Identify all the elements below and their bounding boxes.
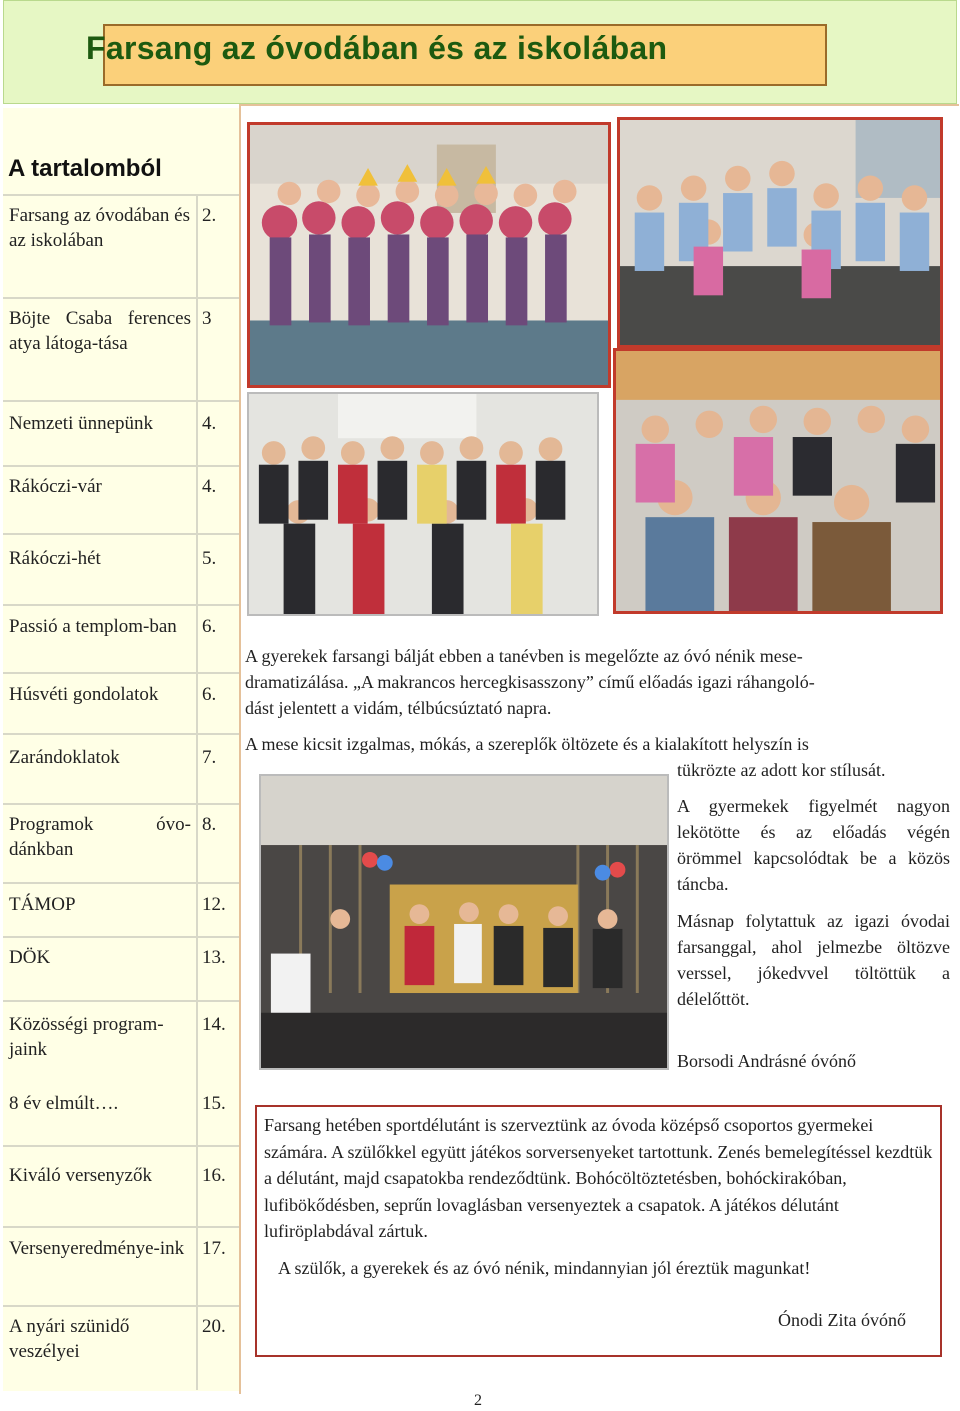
toc-divider xyxy=(3,1305,241,1307)
article-intro-line: dramatizálása. „A makrancos hercegkisasszony” című előadás igazi ráhangoló- xyxy=(245,672,815,692)
toc-item-title[interactable]: 8 év elmúlt…. xyxy=(9,1093,119,1114)
toc-item-title[interactable]: Húsvéti gondolatok xyxy=(9,684,159,705)
toc-divider xyxy=(3,194,241,196)
toc-heading: A tartalomból xyxy=(8,155,162,182)
toc-item-title[interactable]: Kiváló versenyzők xyxy=(9,1165,152,1186)
toc-item-title[interactable]: Programok óvo-dánkban xyxy=(9,814,191,860)
toc-item-page: 4. xyxy=(202,413,217,434)
costume-photo-1-image xyxy=(249,394,597,614)
box-text: Farsang hetében sportdélutánt is szerveztünk az óvoda középső csoportos gyermekei számára. A szülőkkel együtt játékos sorversenyeket tartottunk. Zenés bemelegítéssel kezdtük a délutánt, majd csapatokba rendeződtünk. Bohócöltöztetésben, bohóckirakóban, lufibökődésben, seprűn lovaglásban versenyeztek a csapatok. A játékos délutánt lufiröplabdával zártuk. xyxy=(264,1115,933,1241)
toc-item-title[interactable]: Közösségi program-jaink xyxy=(9,1014,164,1060)
toc-item-page: 12. xyxy=(202,894,226,915)
costume-photo-1 xyxy=(247,392,599,616)
article-masnap: Másnap folytattuk az igazi óvodai farsanggal, ahol jelmezbe öltözve verssel, jókedvvel töltöttük a délelőttöt. xyxy=(677,911,950,1009)
toc-item-page: 16. xyxy=(202,1165,226,1186)
page-title: Farsang az óvodában és az iskolában xyxy=(86,30,668,66)
toc-item-page: 7. xyxy=(202,747,217,768)
toc-item-page: 5. xyxy=(202,548,217,569)
article-mese-line: tükrözte az adott kor stílusát. xyxy=(677,760,886,780)
toc-divider xyxy=(3,733,241,735)
costume-photo-2 xyxy=(613,348,943,614)
toc-divider xyxy=(3,1000,241,1002)
toc-item-title[interactable]: Rákóczi-hét xyxy=(9,548,101,569)
toc-item-title[interactable]: A nyári szünidő veszélyei xyxy=(9,1316,130,1362)
toc-item-title[interactable]: Rákóczi-vár xyxy=(9,476,102,497)
toc-item-title[interactable]: Nemzeti ünnepünk xyxy=(9,413,154,434)
toc-item-page: 6. xyxy=(202,684,217,705)
toc-divider xyxy=(3,672,241,674)
toc-divider xyxy=(3,1226,241,1228)
toc-item-title[interactable]: Versenyeredménye-ink xyxy=(9,1238,185,1259)
article-mese-line: A mese kicsit izgalmas, mókás, a szereplők öltözete és a kialakított helyszín is xyxy=(245,734,809,754)
toc-divider xyxy=(3,936,241,938)
costume-photo-2-image xyxy=(616,351,940,611)
group-photo-2-image xyxy=(620,120,940,345)
toc-divider xyxy=(3,533,241,535)
article-intro xyxy=(245,643,945,721)
toc-item-page: 3 xyxy=(202,308,212,329)
performance-photo-image xyxy=(261,776,667,1068)
toc-item-title[interactable]: Farsang az óvodában és az iskolában xyxy=(9,205,190,251)
box-closing: A szülők, a gyerekek és az óvó nénik, mindannyian jól éreztük magunkat! xyxy=(278,1258,811,1278)
performance-photo xyxy=(259,774,669,1070)
toc-column-divider xyxy=(196,195,198,1390)
group-photo-1-image xyxy=(250,125,608,385)
toc-item-title[interactable]: DÖK xyxy=(9,947,51,968)
page-number: 2 xyxy=(474,1392,482,1409)
toc-divider xyxy=(3,604,241,606)
toc-divider xyxy=(3,297,241,299)
toc-item-page: 6. xyxy=(202,616,217,637)
article-intro-line: A gyerekek farsangi bálját ebben a tanévben is megelőzte az óvó nénik mese- xyxy=(245,646,803,666)
toc-item-page: 15. xyxy=(202,1093,226,1114)
toc-item-page: 8. xyxy=(202,814,217,835)
box-author: Ónodi Zita óvónő xyxy=(778,1310,906,1330)
article-author: Borsodi Andrásné óvónő xyxy=(677,1051,856,1071)
toc-divider xyxy=(3,882,241,884)
toc-divider xyxy=(3,1145,241,1147)
toc-item-page: 17. xyxy=(202,1238,226,1259)
toc-item-title[interactable]: Zarándoklatok xyxy=(9,747,120,768)
toc-item-page: 20. xyxy=(202,1316,226,1337)
toc-item-title[interactable]: TÁMOP xyxy=(9,894,76,915)
toc-item-page: 4. xyxy=(202,476,217,497)
toc-item-page: 2. xyxy=(202,205,217,226)
group-photo-2 xyxy=(617,117,943,348)
toc-item-page: 14. xyxy=(202,1014,226,1035)
group-photo-1 xyxy=(247,122,611,388)
article-intro-line: dást jelentett a vidám, télbúcsúztató napra. xyxy=(245,698,552,718)
toc-divider xyxy=(3,465,241,467)
article-gyermekek: A gyermekek figyelmét nagyon lekötötte és az előadás végén örömmel kapcsolódtak be a közös táncba. xyxy=(677,796,950,894)
toc-item-title[interactable]: Passió a templom-ban xyxy=(9,616,177,637)
toc-divider xyxy=(3,803,241,805)
toc-divider xyxy=(3,400,241,402)
toc-item-title[interactable]: Böjte Csaba ferences atya látoga-tása xyxy=(9,308,191,354)
toc-item-page: 13. xyxy=(202,947,226,968)
